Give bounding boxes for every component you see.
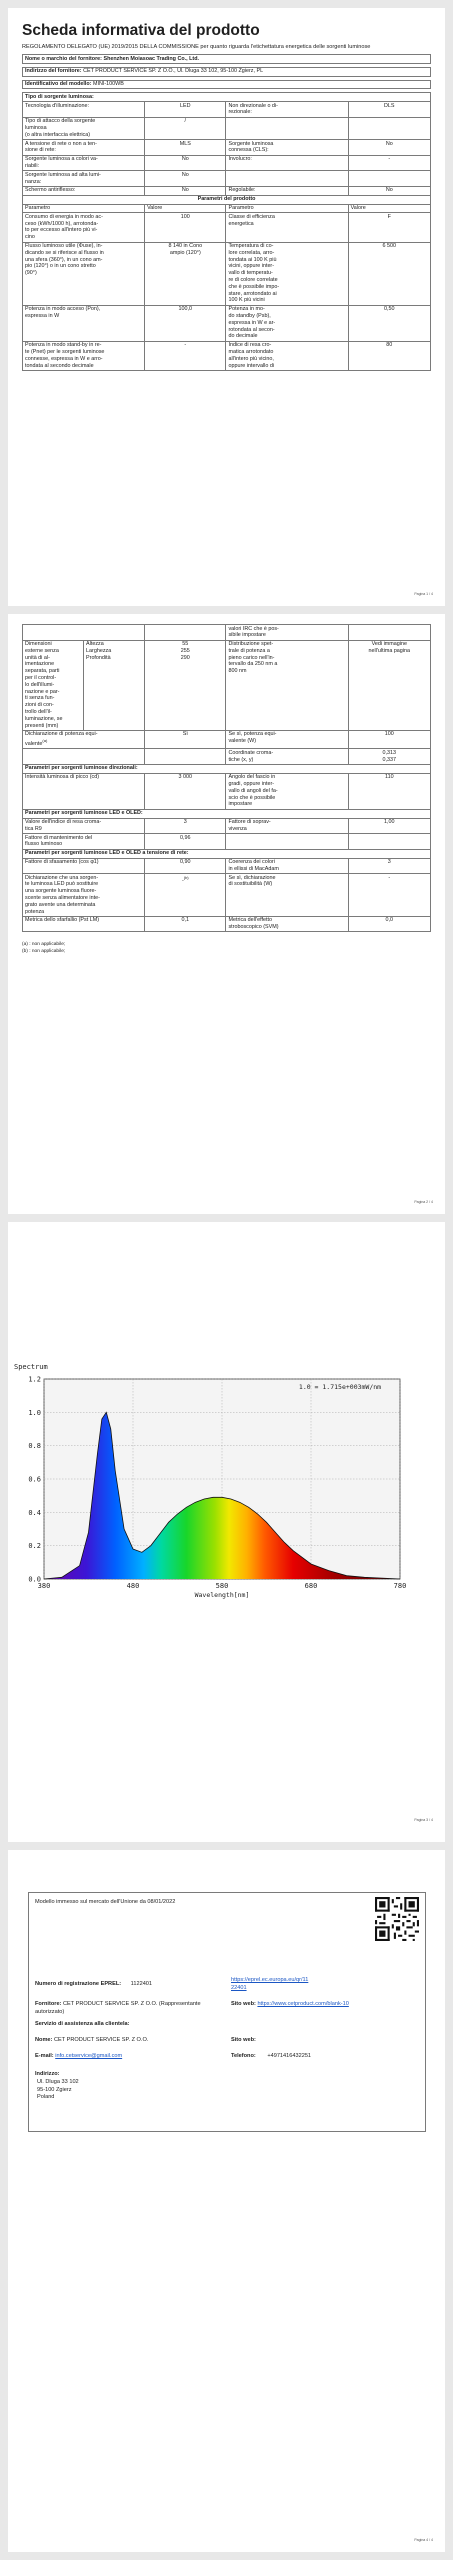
table-row: Sorgente luminosa a colori va- riabili: No Involucro: - [23,156,430,172]
table-row: valori IRC che è pos- sibile impostare [23,625,430,641]
supplier-name: Nome o marchio del fornitore: Shenzhen Moiasoac Trading Co., Ltd. [25,55,200,62]
led-header: Parametri per sorgenti luminose LED e OLED: [25,810,143,817]
eprel-label: Numero di registrazione EPREL: [35,1981,122,1987]
table-row: Schermo antiriflesso: No Regolabile: No [25,187,393,194]
regulation-text: REGOLAMENTO DELEGATO (UE) 2019/2015 DELLA COMMISSIONE per quanto riguarda l'etichettatura energetica delle sorgenti luminose [22,44,371,50]
supplier-box [22,54,431,64]
table-row: Dimensioni esterne senza unità di al- imentazione separata, parti per il control- lo dell'illumi- nazione e par- ti senza fun- zioni di con- trollo dell'il- luminazione, se presenti (mm) Altezza Larghezza Profondità 55 255 290 Distribuzione spet- trale di potenza a pieno carico nell'in- tervallo da 250 nm a 800 nm Vedi immagine nell'ultima pagina [23,641,430,731]
page-2 [8,614,445,1214]
y-tick-label: 1.0 [28,1408,41,1417]
address-label: Indirizzo: [35,2071,60,2077]
model-label: Identificativo del modello: [25,81,92,88]
footnote-a: (a) : non applicabile; [22,942,66,948]
table-row: Valore dell'indice di resa croma- tica R9 3 Fattore di soprav- vivenza 1,00 [23,819,430,835]
market-date: Modello immesso sul mercato dell'Unione da 08/01/2022 [35,1899,176,1905]
directional-header: Parametri per sorgenti luminose direzionali: [25,765,138,772]
spectrum-chart [8,1357,445,1607]
table-row: Dichiarazione di potenza equi- valente$^{(a)}$ Sì Se sì, potenza equi- valente (W) 100 [23,731,430,749]
page-number: Pagina 4 / 4 [414,2538,433,2542]
customer-service-label: Servizio di assistenza alla clientela: [35,2021,130,2027]
table-row: Flusso luminoso utile (Φuse), in- dicando se si riferisce al flusso in una sfera (360°), in un cono am- pio (120°) o in un cono stretto (90°) 8 140 in Cono ampio (120°) Temperatura di co- lore correlata, arro- tondata ai 100 K più vicini, oppure inter- vallo di temperatu- re di colore correlate che è possibile impo- stare, arrotondato ai 100 K più vicini 6 500 [23,243,430,306]
page-3 [8,1222,445,1842]
table-row: Metrica dello sfarfallio (Pst LM) 0,1 Metrica dell'effetto stroboscopico (SVM) 0,0 [25,917,394,931]
x-tick-label: 380 [37,1582,51,1590]
website-label: Sito web: [231,2001,256,2007]
email-label: E-mail: [35,2053,54,2059]
name-label: Nome: [35,2037,53,2043]
table-row: Fattore di sfasamento (cos φ1) 0,90 Coerenza dei colori in ellissi di MacAdam 3 [23,859,430,875]
x-tick-label: 780 [393,1582,407,1590]
source-type-label: Tipo di sorgente luminosa: [25,93,94,100]
table-row: Fattore di mantenimento del flusso luminoso 0,96 [23,834,430,850]
table-header-row: Parametro Valore Parametro Valore [23,205,430,214]
product-params-header: Parametri del prodotto [23,196,430,204]
y-tick-label: 1.2 [28,1375,41,1384]
table-row: A tensione di rete o non a ten- sione di rete: MLS Sorgente luminosa connessa (CLS): No [23,140,430,156]
page-4 [8,1850,445,2552]
table-row: Tecnologia d'illuminazione: LED Non direzionale o di- rezionale: DLS [23,102,430,118]
name-value: CET PRODUCT SERVICE SP. Z O.O. [53,2037,149,2043]
address-value: Ul. Dluga 33 102 95-100 Zgierz Poland [37,2079,79,2100]
y-tick-label: 0.8 [28,1442,41,1451]
model-box [22,80,431,90]
contact-box [28,1892,426,2132]
qr-code-icon [375,1897,419,1941]
table-row: Tipo di attacco della sorgente luminosa (o altra interfaccia elettrica) / [23,118,430,140]
email-link[interactable]: info.cetservice@gmail.com [55,2053,123,2059]
chart-title: Spectrum [14,1363,48,1371]
x-tick-label: 480 [126,1582,140,1590]
table-row: Dichiarazione che una sorgen- te luminosa LED può sostituire una sorgente luminosa fluore- scente senza alimentatore inte- grato avente una determinata potenza -$^{(b)}$ Se sì, dichiarazione di sostituibilità (W) - [23,874,430,917]
phone-value: +4971416432251 [267,2053,312,2059]
page-title: Scheda informativa del prodotto [22,22,260,39]
mains-header: Parametri per sorgenti luminose LED e OLED a tensione di rete: [25,850,189,857]
table-row: Sorgente luminosa ad alta lumi- nanza: No [23,171,430,187]
x-tick-label: 680 [304,1582,318,1590]
website2-label: Sito web: [231,2037,256,2043]
supplier-label: Fornitore: [35,2001,62,2007]
product-params-table-cont [22,624,431,932]
dimensions-label: Dimensioni esterne senza unità di al- imentazione separata, parti per il control- lo dell'illumi- nazione e par- ti senza fun- zioni di con- trollo dell'il- luminazione, se presenti (mm) [23,641,84,730]
table-row: Consumo di energia in modo ac- ceso (kWh/1000 h), arrotonda- to per eccesso all'intero più vi- cino 100 Classe di efficienza energetica F [23,213,430,242]
phone-label: Telefono: [231,2053,256,2059]
footnotes [22,942,431,955]
supplier-value: CET PRODUCT SERVICE SP. Z O.O. (Rappresentante autorizzato) [35,2001,201,2015]
y-tick-label: 0.4 [28,1508,41,1517]
y-tick-label: 0.2 [28,1542,41,1551]
x-tick-label: 580 [215,1582,229,1590]
y-tick-label: 0.6 [28,1475,41,1484]
chart-legend: 1.0 = 1.715e+003mW/nm [298,1383,382,1391]
page-number: Pagina 1 / 4 [414,592,433,596]
page-number: Pagina 3 / 4 [414,1818,433,1822]
supplier-address-label: Indirizzo del fornitore: [25,68,82,75]
table-row: Potenza in modo stand-by in re- te (Pnet) per le sorgenti luminose connesse, espressa in W e arro- tondata al secondo decimale - Indice di resa cro- matica arrotondato all'intero più vicino, oppure intervallo di 80 [25,342,393,369]
eprel-number: 1122401 [130,1981,153,1987]
footnote-b: (b) : non applicabile; [22,948,66,954]
table-row: Coordinate croma- tiche (x, y) 0,313 0,337 [23,749,430,765]
supplier-address-box [22,67,431,77]
supplier-address: CET PRODUCT SERVICE SP. Z O.O., Ul. Dluga 33 102, 95-100 Zgierz, PL [83,68,264,75]
product-params-table [22,196,431,371]
source-type-table [22,92,431,195]
y-tick-label: 0.0 [28,1575,41,1584]
page-number: Pagina 2 / 4 [414,1200,433,1204]
eprel-link[interactable]: https://eprel.ec.europa.eu/qr/11 22401 [231,1977,309,1991]
table-row: Potenza in modo acceso (Pon), espressa in W 100,0 Potenza in mo- do standby (Psb), espressa in W e ar- rotondata al secon- do decimale 0,50 [23,306,430,342]
website-link[interactable]: https://www.cetproduct.com/blank-10 [257,2001,349,2007]
table-row: Intensità luminosa di picco (cd) 3 000 Angolo del fascio in gradi, oppure inter- vallo di angoli del fa- scio che è possibile impostare 110 [23,774,430,810]
model-id: MINI-100WB [93,81,124,88]
x-axis-label: Wavelength[nm] [194,1591,250,1599]
page-1 [8,8,445,606]
